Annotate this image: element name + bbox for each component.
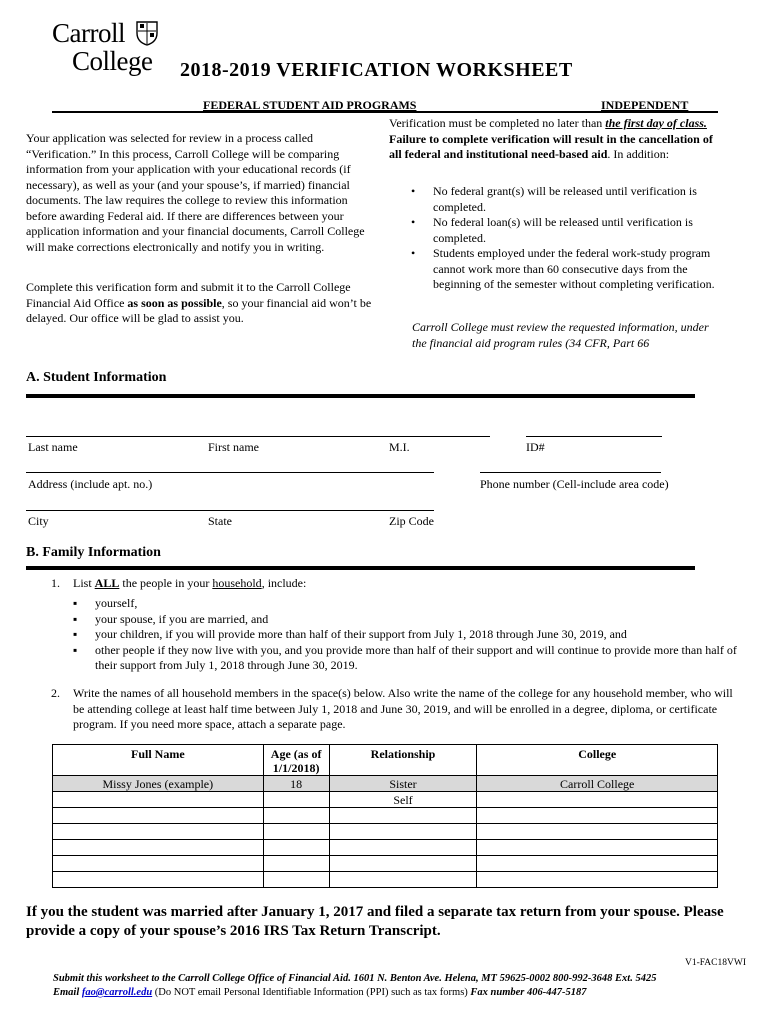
spouse-tax-notice: If you the student was married after January 1, 2017 and filed a separate tax return from your spouse. Please provide a copy of your spouse’s 2016 IRS Tax Return Transcript. [26,904,724,939]
regulation-note: Carroll College must review the requested information, under the financial aid program rules (34 CFR, Part 66 [412,320,709,350]
table-cell: Sister [329,776,477,792]
first-name-label: First name [208,440,259,454]
deadline-text: Verification must be completed no later than [389,116,606,130]
programs-subheader: FEDERAL STUDENT AID PROGRAMS [203,98,417,112]
list-item: ▪ your spouse, if you are married, and [73,611,269,626]
phone-label: Phone number (Cell-include area code) [480,477,669,491]
section-a-rule [26,394,695,398]
table-row-example [53,776,718,792]
table-row[interactable] [53,792,718,808]
email-link[interactable]: fao@carroll.edu [81,987,153,998]
table-cell: Self [329,792,477,808]
list-item: • No federal loan(s) will be released until verification is completed. [411,215,693,245]
list-item: • Students employed under the federal work-study program cannot work more than 60 consecutive days from the beginning of the semester without completing verification. [411,246,715,291]
footer-submit-line: Submit this worksheet to the Carroll College Office of Financial Aid. 1601 N. Benton Ave. Helena, MT 59625-0002 800-992-3648 Ext. 5425 [53,973,657,984]
footer [53,972,753,1000]
deadline-date: the first day of class. [605,116,707,130]
list-item: • No federal grant(s) will be released until verification is completed. [411,184,697,214]
address-label: Address (include apt. no.) [28,477,153,491]
phone-line[interactable] [480,472,661,473]
intro-p2-text-end: , so your financial aid won’t be delayed. Our office will be glad to assist you. [26,295,372,325]
zip-label: Zip Code [389,514,434,528]
state-label: State [208,514,232,528]
name-line[interactable] [26,436,490,437]
table-cell: 18 [263,776,329,792]
intro-p2-text: Complete this verification form and submit it to the Carroll College Financial Aid Office [26,280,351,310]
table-cell[interactable] [53,792,264,808]
footer-contact-line: Email fao@carroll.edu (Do NOT email Personal Identifiable Information (PPI) such as tax forms) Fax number 406-447-5187 [53,987,587,998]
section-a-heading: A. Student Information [26,370,167,385]
mi-label: M.I. [389,440,410,454]
intro-paragraph-2 [26,280,380,327]
table-cell[interactable] [477,792,718,808]
section-b-rule [26,566,695,570]
col-full-name: Full Name [53,745,264,776]
deadline-paragraph [389,116,719,163]
item-1-text: List ALL the people in your household, include: [73,576,307,590]
list-item: ▪ other people if they now live with you, and you provide more than half of their support and will continue to provide more than half of their support from July 1, 2018 through June 30, 2019. [73,642,737,672]
address-line[interactable] [26,472,434,473]
id-line[interactable] [526,436,662,437]
table-cell: Missy Jones (example) [53,776,264,792]
deadline-bullet-list [411,184,719,293]
list-item: ▪ your children, if you will provide more than half of their support from July 1, 2018 through June 30, 2019, and [73,627,627,641]
last-name-label: Last name [28,440,78,454]
page-title: 2018-2019 VERIFICATION WORKSHEET [180,59,573,81]
item-2-number: 2. [51,686,60,700]
table-row[interactable] [53,856,718,872]
status-subheader: INDEPENDENT [601,98,689,112]
form-code: V1-FAC18VWI [684,958,746,968]
intro-paragraph-1: Your application was selected for review in a process called “Verification.” In this process, Carroll College will be comparing information from your application with your educational records (if necessary), as well as your (and your spouse’s, if married) financial documents. The law requires the college to review this information before awarding Federal aid. If there are differences between your application information and your financial documents, Carroll College will make corrections electronically and notify you in writing. [26,131,365,254]
crest-icon [136,20,158,46]
table-row[interactable] [53,824,718,840]
carroll-college-logo [52,20,160,80]
item-1-number: 1. [51,576,60,590]
col-age: Age (as of 1/1/2018) [263,745,329,776]
col-relationship: Relationship [329,745,477,776]
deadline-text-end: . In addition: [607,147,670,161]
col-college: College [477,745,718,776]
deadline-warning: Failure to complete verification will result in the cancellation of all federal and institutional need-based aid [389,131,713,161]
household-bullet-list [73,596,743,674]
table-header-row [53,745,718,776]
table-cell: Carroll College [477,776,718,792]
table-row[interactable] [53,840,718,856]
item-2-text: Write the names of all household members in the space(s) below. Also write the name of the college for any household member, who will be attending college at least half time between July 1, 2018 and June 30, 2019, and will be enrolled in a degree, diploma, or certificate program. If you need more space, attach a separate page. [73,686,733,731]
city-state-zip-line[interactable] [26,510,434,511]
city-label: City [28,514,49,528]
logo-line1: Carroll [52,18,125,48]
table-cell[interactable] [263,792,329,808]
table-row[interactable] [53,872,718,888]
table-row[interactable] [53,808,718,824]
list-item: ▪ yourself, [73,596,138,610]
section-b-heading: B. Family Information [26,545,161,560]
household-table [52,744,718,888]
intro-p2-emphasis: as soon as possible [127,295,222,310]
id-label: ID# [526,440,545,454]
logo-line2: College [72,46,153,76]
